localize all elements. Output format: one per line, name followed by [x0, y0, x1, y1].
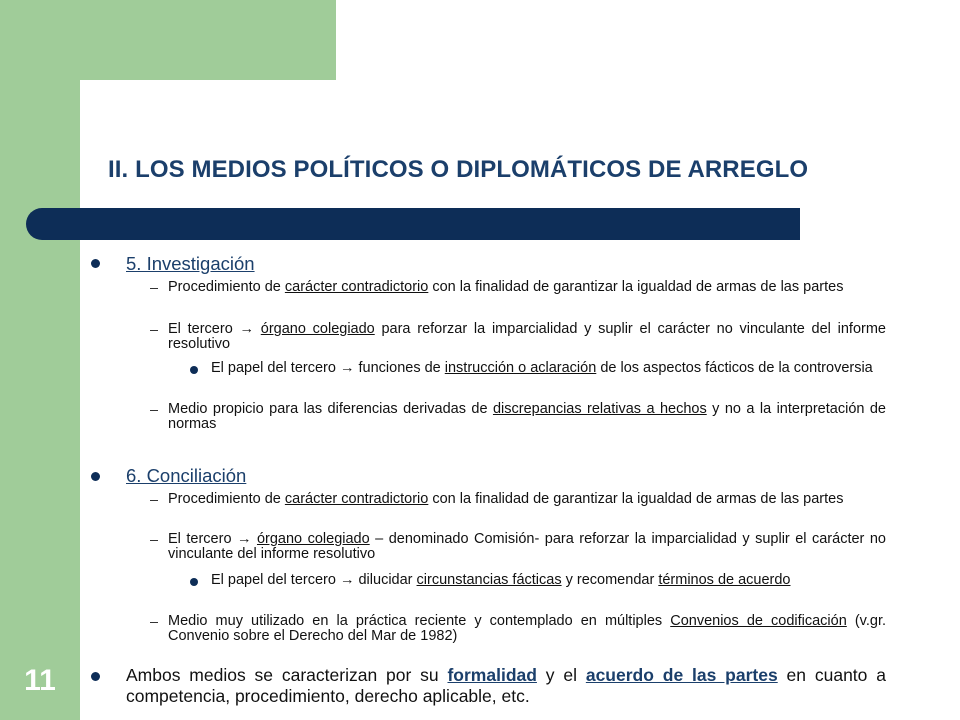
conclusion-text: Ambos medios se caracterizan por su formalidad y el acuerdo de las partes en cuanto a competencia, procedimiento, derecho aplicable, etc.	[126, 665, 886, 706]
conciliacion-sub-1: El papel del tercero → dilucidar circunstancias fácticas y recomendar términos de acuerdo	[211, 572, 791, 588]
section-heading-investigacion[interactable]: 5. Investigación	[126, 253, 255, 274]
conciliacion-item-3-link: Convenios de codificación	[670, 613, 847, 629]
bullet-icon	[91, 472, 100, 481]
sub-bullet-icon	[190, 366, 198, 374]
bullet-icon	[91, 672, 100, 681]
bullet-icon	[91, 259, 100, 268]
conciliacion-item-2: El tercero → órgano colegiado – denominado Comisión- para reforzar la imparcialidad y suplir el carácter no vinculante del informe resolutivo	[168, 531, 886, 562]
arrow-right-icon: →	[339, 572, 355, 588]
investigacion-sub-1-link: instrucción o aclaración	[444, 360, 597, 376]
investigacion-item-2-link: órgano colegiado	[260, 321, 375, 337]
dash-icon	[150, 540, 158, 541]
investigacion-sub-1: El papel del tercero → funciones de instrucción o aclaración de los aspectos fácticos de la controversia	[211, 360, 873, 376]
conclusion-bold-acuerdo: acuerdo de las partes	[585, 665, 778, 685]
sub-bullet-icon	[190, 578, 198, 586]
conciliacion-sub-1-link: circunstancias fácticas	[416, 572, 562, 588]
dash-icon	[150, 622, 158, 623]
conclusion-bold-formalidad: formalidad	[447, 665, 537, 685]
arrow-right-icon: →	[339, 360, 355, 376]
conciliacion-sub-1-link-2: términos de acuerdo	[658, 572, 791, 588]
investigacion-item-1-link: carácter contradictorio	[284, 279, 429, 295]
arrow-right-icon: →	[236, 531, 252, 547]
conciliacion-item-1-link: carácter contradictorio	[284, 491, 429, 507]
slide-title: II. LOS MEDIOS POLÍTICOS O DIPLOMÁTICOS DE ARREGLO	[108, 156, 809, 183]
arrow-right-icon: →	[239, 321, 255, 337]
investigacion-item-1: Procedimiento de carácter contradictorio con la finalidad de garantizar la igualdad de armas de las partes	[168, 279, 844, 295]
conciliacion-item-1: Procedimiento de carácter contradictorio con la finalidad de garantizar la igualdad de armas de las partes	[168, 491, 844, 507]
dash-icon	[150, 288, 158, 289]
conciliacion-item-2-link: órgano colegiado	[256, 531, 370, 547]
investigacion-item-2: El tercero → órgano colegiado para reforzar la imparcialidad y suplir el carácter no vinculante del informe resolutivo	[168, 321, 886, 352]
investigacion-item-3: Medio propicio para las diferencias derivadas de discrepancias relativas a hechos y no a la interpretación de normas	[168, 401, 886, 432]
conciliacion-item-3: Medio muy utilizado en la práctica reciente y contemplado en múltiples Convenios de codificación (v.gr. Convenio sobre el Derecho del Mar de 1982)	[168, 613, 887, 644]
dash-icon	[150, 410, 158, 411]
dash-icon	[150, 330, 158, 331]
investigacion-item-3-link: discrepancias relativas a hechos	[492, 401, 707, 417]
section-heading-conciliacion[interactable]: 6. Conciliación	[126, 465, 247, 486]
dash-icon	[150, 500, 158, 501]
page-number: 11	[24, 664, 56, 697]
